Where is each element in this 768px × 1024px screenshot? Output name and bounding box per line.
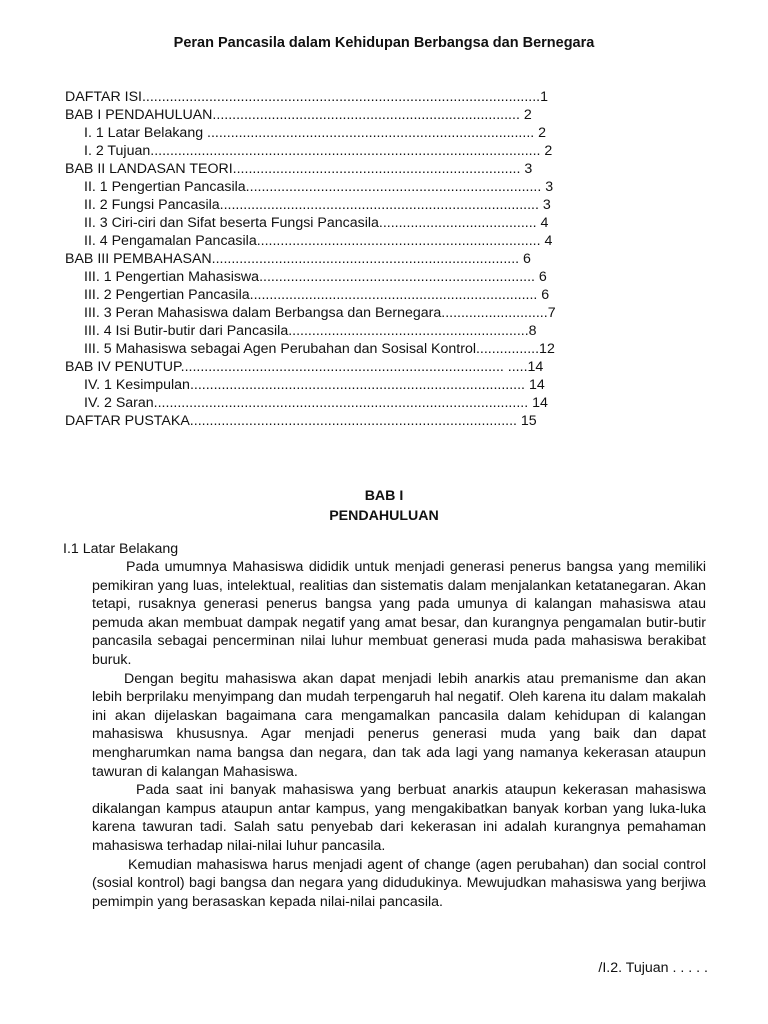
toc-entry: IV. 2 Saran............................................................................................... 14 bbox=[84, 395, 548, 411]
toc-entry: III. 2 Pengertian Pancasila......................................................................... 6 bbox=[84, 287, 550, 303]
paragraph: Kemudian mahasiswa harus menjadi agent of change (agen perubahan) dan social control (sosial kontrol) bagi bangsa dan negara yang didudukinya. Mewujudkan mahasiswa yang berjiwa pemimpin yang berasaskan kepada nilai-nilai pancasila. bbox=[92, 856, 706, 910]
chapter-heading bbox=[0, 486, 768, 526]
toc-entry: DAFTAR PUSTAKA................................................................................... 15 bbox=[65, 413, 537, 429]
document-title: Peran Pancasila dalam Kehidupan Berbangsa dan Bernegara bbox=[173, 35, 595, 51]
toc-entry: I. 2 Tujuan................................................................................................... 2 bbox=[84, 143, 553, 159]
page-continuation-note: /I.2. Tujuan . . . . . bbox=[598, 960, 708, 976]
section-body bbox=[92, 558, 706, 911]
toc-entry: DAFTAR ISI.....................................................................................................1 bbox=[65, 89, 548, 105]
paragraph: Pada umumnya Mahasiswa dididik untuk menjadi generasi penerus bangsa yang memiliki pemikiran yang luas, intelektual, realitias dan sistematis dalam menjalankan ketatanegaran. Akan tetapi, rusaknya generasi penerus bangsa yang pada umunya di kalangan mahasiswa atau pemuda akan membuat dampak negatif yang amat besar, dan kurangnya pengamalan butir-butir pancasila sebagai pencerminan nilai luhur membuat generasi muda pada mahasiswa berakibat buruk. bbox=[92, 559, 706, 668]
toc-entry: III. 3 Peran Mahasiswa dalam Berbangsa dan Bernegara...........................7 bbox=[84, 305, 556, 321]
toc-entry: II. 1 Pengertian Pancasila........................................................................... 3 bbox=[84, 179, 554, 195]
paragraph: Pada saat ini banyak mahasiswa yang berbuat anarkis ataupun kekerasan mahasiswa dikalangan kampus ataupun antar kampus, yang mengakibatkan banyak korban yang luka-luka karena tawuran tadi. Salah satu penyebab dari kekerasan ini adalah kurangnya pemahaman mahasiswa terhadap nilai-nilai luhur pancasila. bbox=[92, 782, 706, 854]
toc-entry: III. 5 Mahasiswa sebagai Agen Perubahan dan Sosisal Kontrol................12 bbox=[84, 341, 555, 357]
toc-entry: I. 1 Latar Belakang ................................................................................... 2 bbox=[84, 125, 547, 141]
toc-entry: IV. 1 Kesimpulan..................................................................................... 14 bbox=[84, 377, 545, 393]
toc-entry: II. 4 Pengamalan Pancasila........................................................................ 4 bbox=[84, 233, 553, 249]
toc-entry: BAB III PEMBAHASAN.............................................................................. 6 bbox=[65, 251, 531, 267]
section-heading: I.1 Latar Belakang bbox=[63, 541, 179, 557]
toc-entry: II. 3 Ciri-ciri dan Sifat beserta Fungsi Pancasila........................................ 4 bbox=[84, 215, 549, 231]
table-of-contents bbox=[65, 88, 605, 430]
toc-entry: BAB II LANDASAN TEORI......................................................................... 3 bbox=[65, 161, 533, 177]
chapter-number: BAB I bbox=[364, 488, 404, 504]
paragraph: Dengan begitu mahasiswa akan dapat menjadi lebih anarkis atau premanisme dan akan lebih berprilaku menyimpang dan mudah terpengaruh hal negatif. Oleh karena itu dalam makalah ini akan dijelaskan bagaimana cara mengamalkan pancasila dalam kehidupan di kalangan mahasiswa khususnya. Agar menjadi penerus generasi muda yang baik dan dapat mengharumkan nama bangsa dan negara, dan tak ada lagi yang namanya kekerasan ataupun tawuran di kalangan Mahasiswa. bbox=[92, 670, 706, 780]
toc-entry: BAB IV PENUTUP.................................................................................. .....14 bbox=[65, 359, 544, 375]
chapter-name: PENDAHULUAN bbox=[329, 508, 439, 524]
toc-entry: III. 1 Pengertian Mahasiswa...................................................................... 6 bbox=[84, 269, 547, 285]
toc-entry: BAB I PENDAHULUAN.............................................................................. 2 bbox=[65, 107, 532, 123]
toc-entry: II. 2 Fungsi Pancasila................................................................................. 3 bbox=[84, 197, 551, 213]
toc-entry: III. 4 Isi Butir-butir dari Pancasila.............................................................8 bbox=[84, 323, 537, 339]
